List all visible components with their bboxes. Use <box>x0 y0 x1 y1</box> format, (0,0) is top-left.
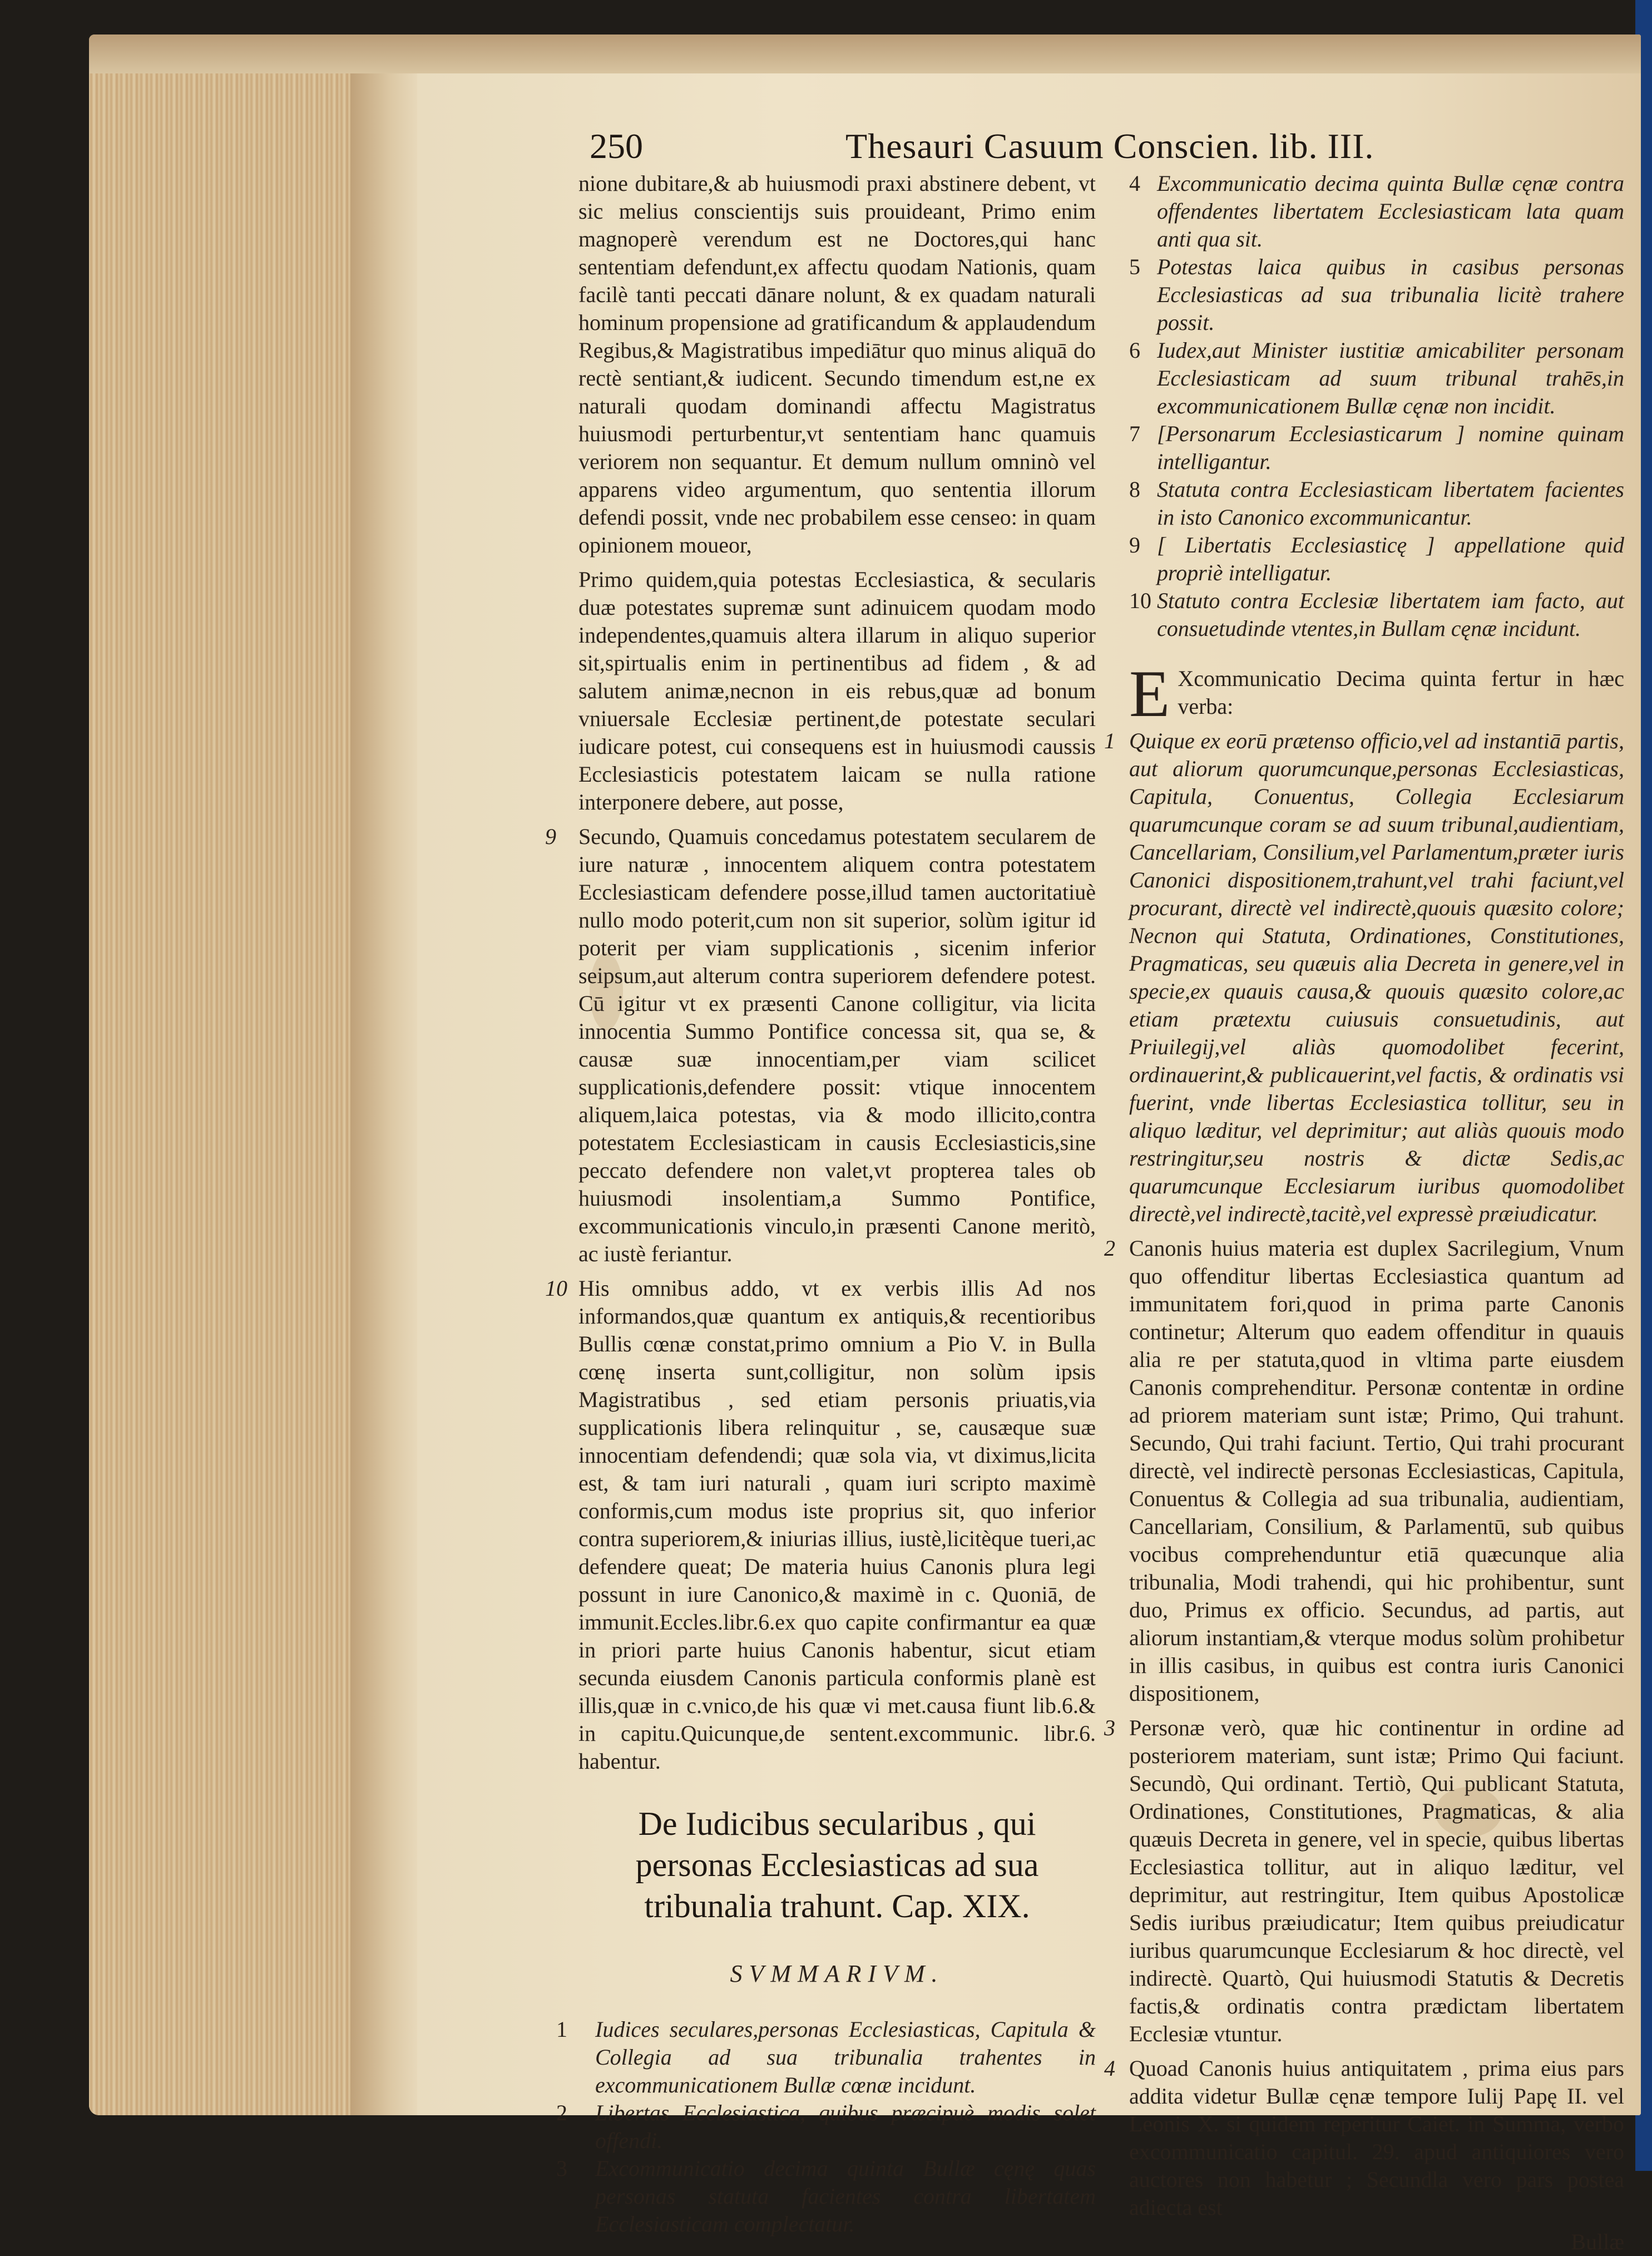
list-text: Potestas laica quibus in casibus personas Ecclesiasticas ad sua tribunalia licitè trahere possit. <box>1157 254 1624 335</box>
margin-number: 9 <box>545 824 556 849</box>
list-item <box>1129 587 1624 643</box>
list-text: Excommunicatio decima quinta Bullæ cęnę quas personas statuta facientes contra libertatem Ecclesiasticam complectatur. <box>595 2156 1096 2237</box>
paragraph: His omnibus addo, vt ex verbis illis Ad nos informandos,quæ quantum ex antiquis,& recentioribus Bullis cœnæ constat,primo omnium a Pio V. in Bulla cœnę inserta sunt,colligitur, non solùm ipsis Magistratibus , sed etiam personis priuatis,via supplicationis libera relinquitur , se, causæque suæ innocentiam defendendi; quæ sola via, vt diximus,licita est, & tam iuri naturali , quam iuri scripto maximè conformis,cum modus iste proprius sit, quo inferior contra superiorem,& iniurias illius, iustè,licitèque tueri,ac defendere queat; De materia huius Canonis plura legi possunt in iure Canonico,& maximè in c. Quoniā, de immunit.Eccles.libr.6.ex quo capite confirmantur ea quæ in priori parte huius Canonis habentur, sicut etiam secunda eiusdem Canonis particula conformis planè est illis,quæ in c.vnico,de his quæ vi met.causa fiunt lib.6.& in capitu.Quicunque,de sentent.excommunic. libr.6. habentur. <box>578 1276 1096 1774</box>
list-text: Iudices seculares,personas Ecclesiasticas, Capitula & Collegia ad sua tribunalia trahentes in excommunicationem Bullæ cœnæ incidunt. <box>595 2017 1096 2097</box>
list-item <box>1129 337 1624 420</box>
list-number: 2 <box>556 2100 567 2125</box>
list-number: 9 <box>1129 532 1140 557</box>
margin-number: 4 <box>1104 2056 1115 2081</box>
page-number: 250 <box>590 126 643 166</box>
list-item <box>1129 170 1624 253</box>
list-number: 5 <box>1129 254 1140 279</box>
paragraph: Canonis huius materia est duplex Sacrilegium, Vnum quo offenditur libertas Ecclesiastica quantum ad immunitatem fori,quod in prima parte Canonis continetur; Alterum quo eadem offenditur in quauis alia re per statuta,quod in vltima parte eiusdem Canonis comprehenditur. Personæ contentæ in ordine ad priorem materiam sunt istæ; Primo, Qui trahunt. Secundo, Qui trahi faciunt. Tertio, Qui trahi procurant directè, vel indirectè personas Ecclesiasticas, Capitula, Conuentus & Collegia ad sua tribunalia, audientiam, Cancellariam, Consilium, & Parlamentū, sub quibus vocibus comprehenduntur etiā quæcunque alia tribunalia, Modi trahendi, qui hic prohibentur, sunt duo, Primus ex officio. Secundus, ad partis, aut aliorum instantiam,& vterque modus solùm prohibetur in illis casibus, in quibus est contra iuris Canonici dispositionem, <box>1129 1236 1624 1706</box>
quote-block <box>1104 727 1624 1228</box>
list-text: Statuto contra Ecclesiæ libertatem iam facto, aut consuetudinde vtentes,in Bullam cęnæ incidunt. <box>1157 588 1624 641</box>
paragraph: Secundo, Quamuis concedamus potestatem secularem de iure naturæ , innocentem aliquem contra potestatem Ecclesiasticam defendere posse,illud tamen auctoritatiuè nullo modo poterit,cum non sit superior, solùm igitur id poterit per viam supplicationis , sicenim inferior seipsum,aut alterum contra superiorem defendere potest. Cū igitur vt ex præsenti Canone colligitur, via licita innocentia Summo Pontifice concessa sit, qua se, & causæ suæ innocentiam,per viam scilicet supplicationis,defendere possit: vtique innocentem aliquem,laica potestas, via & modo illicito,contra potestatem Ecclesiasticam in causis Ecclesiasticis,sine peccato defendere non valet,vt propterea tales ob huiusmodi insolentiam,a Summo Pontifice, excommunicationis vinculo,in præsenti Canone meritò, ac iustè feriantur. <box>578 824 1096 1266</box>
paragraph-block <box>1104 2055 1624 2222</box>
summary-label: SVMMARIVM. <box>730 1960 944 1987</box>
paragraph: Quoad Canonis huius antiquitatem , prima eius pars addita videtur Bullæ cęnæ tempore Iulij Papę II. vel Leonis X. si quidem reperitur Caiet. in Summa, verbo excommunicatio capitul. 29. apud antiquiores vero auctores non habetur ; Secundla vero pars postea adiecta est <box>1129 2056 1624 2220</box>
list-item <box>556 2155 1096 2238</box>
paragraph: nione dubitare,& ab huiusmodi praxi abstinere debent, vt sic melius conscientijs suis prouideant, Primo enim magnoperè verendum est ne Doctores,qui hanc sententiam defendunt,ex affectu quodam Nationis, quam facilè tanti peccati dānare nolunt, & ex quadam naturali hominum propensione ad gratificandum & applaudendum Regibus,& Magistratibus impediātur quo minus aliquā do rectè sentiant,& iudicent. Secundo timendum est,ne ex naturali quodam dominandi affectu Magistratus huiusmodi perturbentur,vt sententiam hanc quamuis veriorem non sequantur. Et demum nullum omninò vel apparens video argumentum, quo sententia illorum defendi possit, vnde nec probabilem esse censeo: in quam opinionem moueor, <box>578 171 1096 557</box>
chapter-title: De Iudicibus secularibus , qui personas Ecclesiasticas ad sua tribunalia trahunt. Cap. XIX. <box>635 1805 1039 1924</box>
list-number: 1 <box>556 2017 567 2042</box>
list-text: [ Libertatis Ecclesiasticę ] appellatione quid propriè intelligatur. <box>1157 532 1624 585</box>
list-item <box>1129 420 1624 476</box>
list-text: Excommunicatio decima quinta Bullæ cęnæ contra offendentes libertatem Ecclesiasticam lata quam anti qua sit. <box>1157 171 1624 251</box>
list-text: Statuta contra Ecclesiasticam libertatem facientes in isto Canonico excommunicantur. <box>1157 477 1624 530</box>
list-text: [Personarum Ecclesiasticarum ] nomine quinam intelligantur. <box>1157 421 1624 474</box>
paragraph-block <box>545 823 1096 1268</box>
left-column <box>545 170 1096 2238</box>
bull-quotation: Quique ex eorū prætenso officio,vel ad instantiā partis, aut aliorum quorumcunque,personas Ecclesiasticas, Capitula, Conuentus, Collegia Ecclesiarum quarumcunque coram se ad suum tribunal,audientiam, Cancellariam, Consilium,vel Parlamentum,præter iuris Canonici dispositionem,trahunt,vel trahi faciunt,vel procurant, directè vel indirectè,quouis quæsito colore; Necnon qui Statuta, Ordinationes, Constitutiones, Pragmaticas, seu quæuis alia Decreta in genere,vel in specie,ex quauis causa,& quouis quæsito colore,ac etiam prætextu cuiusuis consuetudinis, aut Priuilegij,vel aliàs quomodolibet fecerint, ordinauerint,& publicauerint,vel factis, & ordinatis vsi fuerint, vnde libertas Ecclesiastica tollitur, seu in aliquo læditur, vel deprimitur; aut aliàs quouis modo restringitur,seu nostris & dictæ Sedis,ac quarumcunque Ecclesiarum iuribus quomodolibet directè,vel indirectè,tacitè,vel expressè præiudicatur. <box>1129 728 1624 1226</box>
list-number: 10 <box>1129 588 1151 613</box>
top-edge <box>89 34 1641 73</box>
list-item <box>556 2016 1096 2099</box>
page-edges <box>89 34 350 2115</box>
drop-cap: E <box>1129 656 1170 730</box>
list-item <box>556 2099 1096 2155</box>
right-column <box>1104 170 1624 2256</box>
list-number: 8 <box>1129 477 1140 502</box>
list-text: Libertas Ecclesiastica, quibus præcipuè modis solet offendi. <box>595 2100 1096 2153</box>
margin-number: 10 <box>545 1276 567 1301</box>
list-number: 4 <box>1129 171 1140 196</box>
paragraph-block <box>545 1275 1096 1775</box>
margin-number: 2 <box>1104 1236 1115 1261</box>
summary-list-continued <box>1129 170 1624 643</box>
running-title: Thesauri Casuum Conscien. lib. III. <box>845 126 1374 166</box>
margin-number: 1 <box>1104 728 1115 753</box>
paragraph: Primo quidem,quia potestas Ecclesiastica, & secularis duæ potestates supremæ sunt adinuicem quodam modo independentes,quamuis altera illarum in aliquo superior sit,spirtualis enim in pertinentibus ad fidem , & ad salutem animæ,necnon in eis rebus,quæ ad bonum vniuersale Ecclesiæ pertinent,de potestate seculari iudicare potest, cui consequens est in huiusmodi caussis Ecclesiasticis potestatem laicam se nulla ratione interponere debere, aut posse, <box>578 567 1096 814</box>
list-item <box>1129 531 1624 587</box>
paragraph-block <box>1104 1235 1624 1707</box>
list-item <box>1129 476 1624 531</box>
list-number: 3 <box>556 2156 567 2181</box>
list-text: Iudex,aut Minister iustitiæ amicabiliter personam Ecclesiasticam ad suum tribunal trahēs,in excommunicationem Bullæ cęnæ non incidit. <box>1157 338 1624 418</box>
intro-paragraph <box>1129 656 1624 730</box>
gutter-shadow <box>350 34 417 2115</box>
margin-number: 3 <box>1104 1715 1115 1740</box>
summary-list <box>556 2016 1096 2238</box>
paragraph: Personæ verò, quæ hic continentur in ordine ad posteriorem materiam, sunt istæ; Primo Qui faciunt. Secundò, Qui ordinant. Tertiò, Qui publicant Statuta, Ordinationes, Constitutiones, Pragmaticas, & alia quæuis Decreta in genere, vel in specie, quibus libertas Ecclesiastica tollitur, aut in aliquo læditur, vel deprimitur, aut restringitur, Item quibus Apostolicæ Sedis iuribus præiudicatur; Item quibus preiudicatur iuribus quarumcunque Ecclesiarum & hoc directè, vel indirectè. Quartò, Qui huiusmodi Statutis & Decretis factis,& ordinatis contra prædictam libertatem Ecclesiæ vtuntur. <box>1129 1715 1624 2046</box>
catchword: Bullæ <box>1571 2229 1624 2254</box>
list-number: 6 <box>1129 338 1140 363</box>
list-item <box>1129 253 1624 337</box>
paragraph-block <box>1104 1714 1624 2048</box>
intro-text: Xcommunicatio Decima quinta fertur in hæc verba: <box>1178 666 1624 719</box>
list-number: 7 <box>1129 421 1140 446</box>
